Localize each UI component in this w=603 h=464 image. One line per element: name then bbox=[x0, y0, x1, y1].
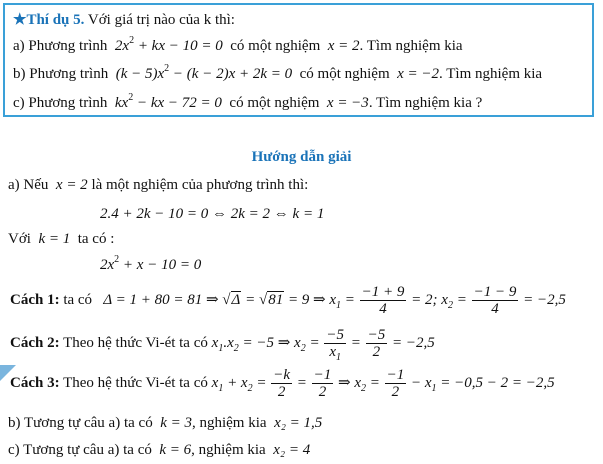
ta-co-text: ta có : bbox=[77, 231, 115, 247]
method-2-formula: $x_1.x_2 = -5$ ⇒ $x_2$ = $\frac{-5}{x_1}$ = $\frac{-5}{2}$ = −2,5 bbox=[211, 327, 435, 364]
method-1-text: ta có bbox=[63, 292, 93, 308]
method-1-label: Cách 1: bbox=[10, 292, 60, 308]
part-c-root: x = −3 bbox=[326, 95, 369, 111]
method-3-formula: $x_1 + x_2$ = $\frac{-k}{2}$ = $\frac{-1}{2}$ ⇒ $x_2$ = $\frac{-1}{2}$ − $x_1 = -0,5 - 2 = -2,5$ bbox=[211, 367, 555, 401]
method-3-text: Theo hệ thức Vi-ét ta có bbox=[63, 375, 208, 391]
part-b-end: . Tìm nghiệm kia bbox=[439, 66, 543, 82]
with-k-line bbox=[8, 230, 114, 248]
problem-box bbox=[3, 3, 594, 117]
part-a-mid: có một nghiệm bbox=[230, 38, 321, 54]
c-k: k = 6 bbox=[159, 442, 192, 458]
method-1-formula: Δ = 1 + 80 = 81 ⇒ √Δ = √81 = 9 ⇒ $x_1$ = $\frac{-1 + 9}{4}$ = 2; $x_2$ = $\frac{-1 - 9}{4}$ = −2,5 bbox=[103, 284, 566, 318]
c-root: x₂ = 4 bbox=[273, 442, 311, 458]
method-3 bbox=[10, 365, 555, 401]
b-root: x₂ = 1,5 bbox=[274, 415, 323, 431]
part-b-label: b) Phương trình bbox=[13, 66, 109, 82]
b-k: k = 3 bbox=[160, 415, 192, 431]
part-b-mid: có một nghiệm bbox=[299, 66, 390, 82]
with-k-text: Với bbox=[8, 231, 31, 247]
part-a-end: . Tìm nghiệm kia bbox=[359, 38, 463, 54]
part-b-equation: $(k - 5)x^2 - (k - 2)x + 2k = 0$ bbox=[115, 63, 293, 82]
solution-title: Hướng dẫn giải bbox=[251, 149, 352, 165]
example-tag: ★Thí dụ 5. bbox=[13, 12, 85, 28]
a-intro-text: a) Nếu bbox=[8, 177, 49, 193]
part-c-equation: $kx^2$ − kx − 72 = 0 bbox=[114, 92, 222, 111]
b-text: b) Tương tự câu a) ta có bbox=[8, 415, 153, 431]
part-a-label: a) Phương trình bbox=[13, 38, 108, 54]
part-c-end: . Tìm nghiệm kia ? bbox=[368, 95, 483, 111]
method-1 bbox=[10, 282, 566, 318]
a-root: x = 2 bbox=[55, 177, 88, 193]
b-mid: , nghiệm kia bbox=[191, 415, 267, 431]
c-mid: , nghiệm kia bbox=[191, 442, 266, 458]
a-rest-text: là một nghiệm của phương trình thì: bbox=[91, 177, 309, 193]
problem-heading bbox=[13, 11, 235, 29]
method-2 bbox=[10, 325, 435, 364]
equation-quadratic: $2x^2 + x - 10 = 0$ bbox=[100, 254, 202, 273]
solution-b bbox=[8, 414, 322, 432]
method-3-label: Cách 3: bbox=[10, 375, 60, 391]
part-c bbox=[13, 94, 482, 112]
part-c-mid: có một nghiệm bbox=[229, 95, 320, 111]
part-a-root: x = 2 bbox=[327, 38, 360, 54]
c-text: c) Tương tự câu a) ta có bbox=[8, 442, 152, 458]
solution-c bbox=[8, 441, 310, 459]
problem-intro: Với giá trị nào của k thì: bbox=[84, 12, 235, 28]
part-b-root: x = −2 bbox=[397, 66, 440, 82]
method-2-text: Theo hệ thức Vi-ét ta có bbox=[63, 335, 208, 351]
k-value: k = 1 bbox=[38, 231, 71, 247]
part-a-equation: $2x^2$ + kx − 10 = 0 bbox=[114, 35, 223, 54]
part-c-label: c) Phương trình bbox=[13, 95, 108, 111]
method-2-label: Cách 2: bbox=[10, 335, 60, 351]
solution-a-intro bbox=[8, 176, 308, 194]
part-b bbox=[13, 65, 542, 83]
part-a bbox=[13, 37, 463, 55]
equation-substitution: 2.4 + 2k − 10 = 0 ⇔ 2k = 2 ⇔ k = 1 bbox=[100, 206, 325, 222]
